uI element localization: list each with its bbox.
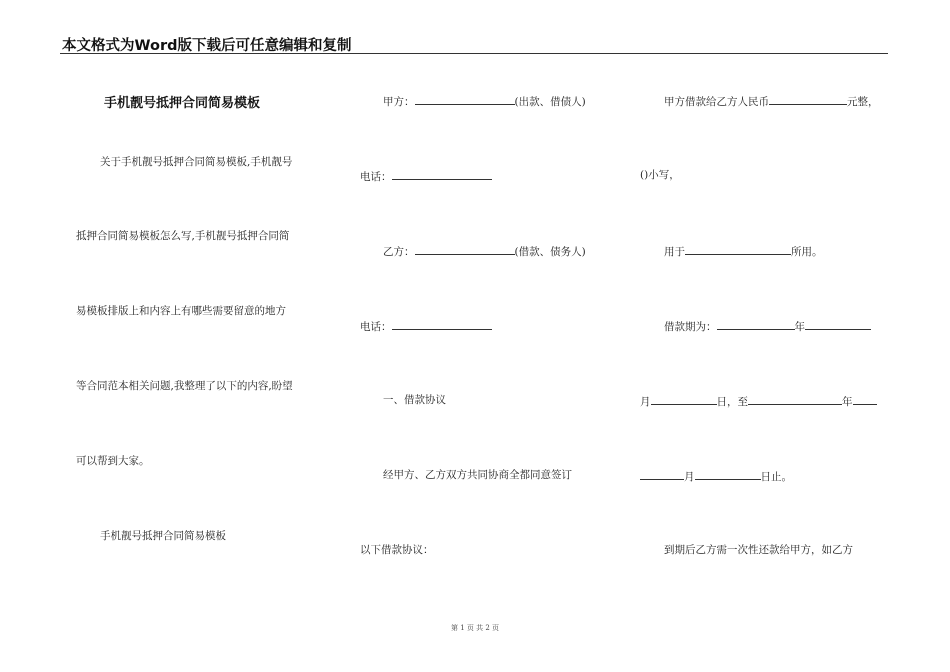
term-year-tail-blank (805, 318, 871, 330)
intro-line-5: 可以帮到大家。 (76, 455, 150, 467)
party-b-line (383, 243, 586, 259)
day-end: 日止。 (760, 471, 792, 483)
phone-a-blank (392, 168, 492, 180)
subtitle: 手机靓号抵押合同简易模板 (100, 530, 226, 542)
purpose-suffix: 所用。 (791, 246, 823, 258)
purpose-line (664, 243, 823, 259)
term-year-unit: 年 (794, 321, 805, 333)
day-to: 日，至 (716, 396, 748, 408)
loan-amount-blank (769, 93, 847, 105)
phone-b-line (360, 318, 492, 334)
party-b-role: (借款、债务人) (514, 246, 586, 258)
agreement-line-2: 以下借款协议： (360, 544, 434, 556)
loan-amount-line (664, 93, 879, 109)
repay-line: 到期后乙方需一次性还款给甲方，如乙方 (664, 544, 853, 556)
term-label: 借款期为： (664, 321, 717, 333)
date-range-line (640, 393, 877, 409)
party-b-blank (415, 243, 515, 255)
loan-suffix: 元整， (847, 96, 879, 108)
party-a-line (383, 93, 586, 109)
phone-a-label: 电话： (360, 171, 392, 183)
document-header-banner: 本文格式为Word版下载后可任意编辑和复制 (62, 38, 352, 54)
section-heading: 一、借款协议 (383, 394, 446, 406)
purpose-blank (685, 243, 791, 255)
intro-line-3: 易模板排版上和内容上有哪些需要留意的地方 (76, 305, 286, 317)
phone-a-line (360, 168, 492, 184)
intro-line-1: 关于手机靓号抵押合同简易模板,手机靓号 (100, 156, 293, 168)
end-month-blank (640, 468, 684, 480)
year-unit-2: 年 (842, 396, 853, 408)
end-day-blank (695, 468, 761, 480)
term-line (664, 318, 871, 334)
document-title: 手机靓号抵押合同简易模板 (104, 96, 261, 111)
party-a-blank (415, 93, 515, 105)
party-a-label: 甲方： (383, 96, 415, 108)
day-blank-1 (651, 393, 717, 405)
agreement-line: 经甲方、乙方双方共同协商全都同意签订 (383, 469, 572, 481)
intro-line-2: 抵押合同简易模板怎么写,手机靓号抵押合同简 (76, 230, 290, 242)
month-unit-2: 月 (684, 471, 695, 483)
party-a-role: (出款、借债人) (514, 96, 586, 108)
party-b-label: 乙方： (383, 246, 415, 258)
lowercase-line: ()小写， (640, 169, 680, 181)
intro-line-4: 等合同范本相关问题,我整理了以下的内容,盼望 (76, 380, 293, 392)
header-divider (60, 53, 888, 54)
month-unit-1: 月 (640, 396, 651, 408)
phone-b-blank (392, 318, 492, 330)
phone-b-label: 电话： (360, 321, 392, 333)
term-year-blank (717, 318, 795, 330)
page-footer: 第 1 页 共 2 页 (450, 624, 500, 632)
loan-prefix: 甲方借款给乙方人民币 (664, 96, 769, 108)
end-date-line (640, 468, 792, 484)
year-tail-blank (853, 393, 877, 405)
purpose-prefix: 用于 (664, 246, 685, 258)
end-year-blank (748, 393, 842, 405)
